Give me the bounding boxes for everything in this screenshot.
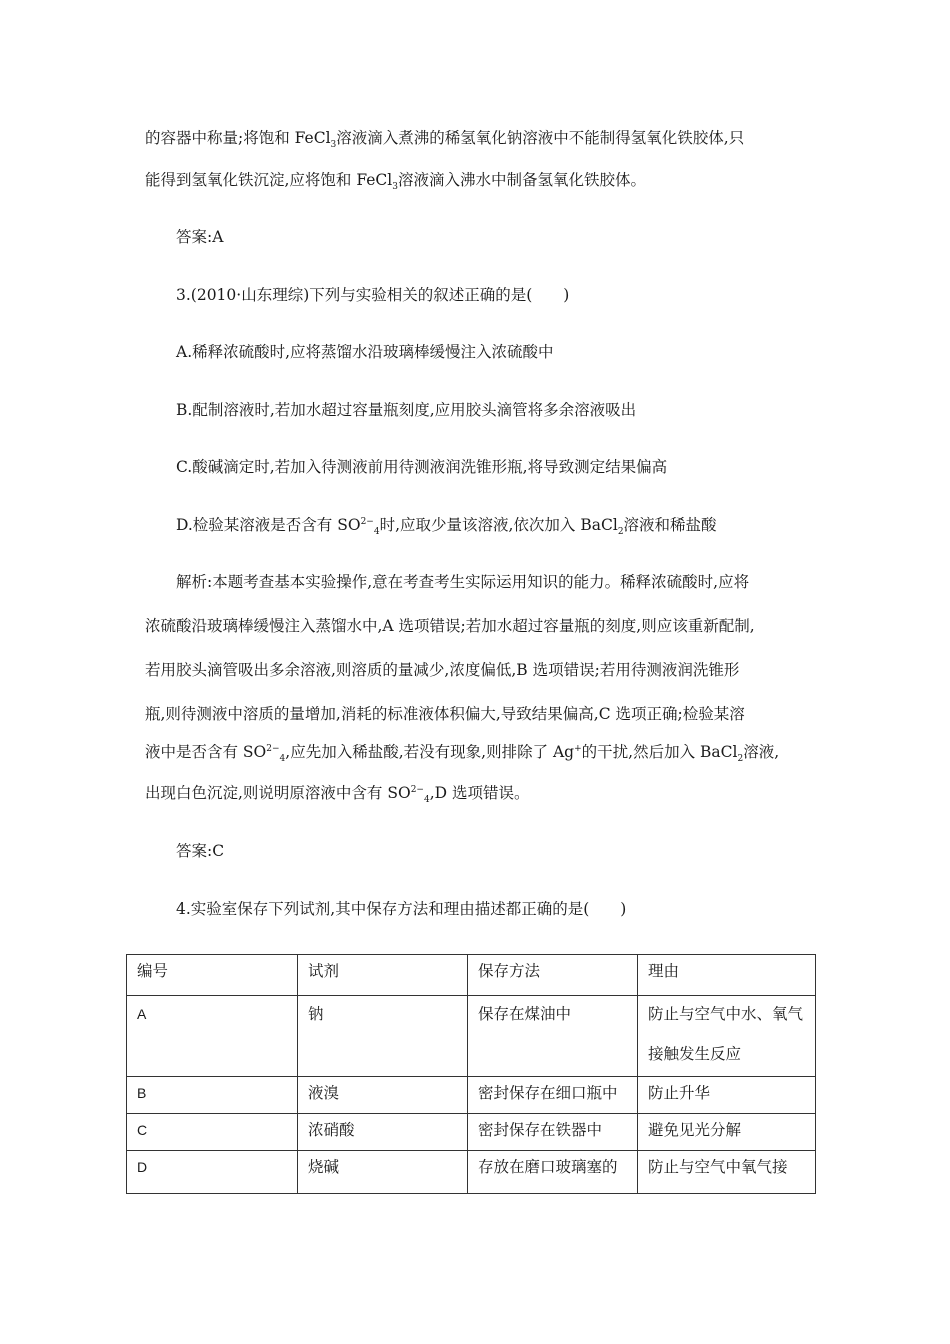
text-line-1 — [145, 128, 745, 151]
answer-3: 答案:C — [176, 842, 225, 860]
explanation-line-6 — [145, 783, 530, 806]
explanation-line-4: 瓶,则待测液中溶质的量增加,消耗的标准液体积偏大,导致结果偏高,C 选项正确;检验某溶 — [145, 705, 745, 723]
header-cell: 保存方法 — [468, 955, 638, 996]
option-3a: A.稀释浓硫酸时,应将蒸馏水沿玻璃棒缓慢注入浓硫酸中 — [176, 343, 554, 361]
text: 溶液和稀盐酸 — [623, 516, 717, 534]
question-3: 3.(2010·山东理综)下列与实验相关的叙述正确的是( ) — [176, 286, 570, 304]
text: 的干扰,然后加入 BaCl — [581, 743, 738, 761]
table-cell: 钠 — [298, 996, 468, 1077]
options-table — [126, 954, 816, 1194]
answer-2: 答案:A — [176, 228, 224, 246]
table-row — [127, 1114, 816, 1151]
superscript: 2− — [266, 743, 280, 754]
cell-text: A — [137, 1006, 147, 1022]
superscript: + — [574, 743, 582, 754]
table-cell — [127, 1151, 298, 1194]
subscript: 3 — [330, 140, 337, 151]
cell-text: 防止与空气中水、氧气 — [648, 1005, 804, 1023]
text: ,应先加入稀盐酸,若没有现象,则排除了 Ag — [285, 743, 575, 761]
table-cell — [638, 996, 816, 1077]
text: 溶液滴入煮沸的稀氢氧化钠溶液中不能制得氢氧化铁胶体,只 — [336, 129, 745, 147]
table-row — [127, 996, 816, 1077]
header-cell: 理由 — [638, 955, 816, 996]
table-cell: 避免见光分解 — [638, 1114, 816, 1151]
explanation-line-5 — [145, 742, 780, 765]
text: 的容器中称量;将饱和 FeCl — [145, 129, 331, 147]
table-cell: 烧碱 — [298, 1151, 468, 1194]
cell-text: C — [137, 1122, 148, 1138]
question-4: 4.实验室保存下列试剂,其中保存方法和理由描述都正确的是( ) — [176, 900, 627, 918]
text: 液中是否含有 SO — [145, 743, 267, 761]
option-3d — [176, 515, 717, 538]
table-cell — [127, 996, 298, 1077]
table-cell: 防止升华 — [638, 1077, 816, 1114]
table-cell: 防止与空气中氧气接 — [638, 1151, 816, 1194]
table-cell: 密封保存在细口瓶中 — [468, 1077, 638, 1114]
table-cell: 密封保存在铁器中 — [468, 1114, 638, 1151]
table-cell: 浓硝酸 — [298, 1114, 468, 1151]
superscript: 2− — [410, 784, 424, 795]
table-row — [127, 1077, 816, 1114]
text: 时,应取少量该溶液,依次加入 BaCl — [379, 516, 618, 534]
text: 溶液, — [743, 743, 780, 761]
subscript: 2 — [617, 527, 624, 538]
text: ,D 选项错误。 — [429, 784, 530, 802]
option-3b: B.配制溶液时,若加水超过容量瓶刻度,应用胶头滴管将多余溶液吸出 — [176, 401, 637, 419]
cell-text: B — [137, 1085, 147, 1101]
subscript: 4 — [279, 754, 286, 765]
cell-text: D — [137, 1159, 148, 1175]
text: 出现白色沉淀,则说明原溶液中含有 SO — [145, 784, 411, 802]
text: 溶液滴入沸水中制备氢氧化铁胶体。 — [398, 171, 647, 189]
table-cell: 存放在磨口玻璃塞的 — [468, 1151, 638, 1194]
subscript: 2 — [737, 754, 744, 765]
superscript: 2− — [360, 516, 374, 527]
table-cell — [127, 1077, 298, 1114]
explanation-line-2: 浓硫酸沿玻璃棒缓慢注入蒸馏水中,A 选项错误;若加水超过容量瓶的刻度,则应该重新配制, — [145, 617, 755, 635]
explanation-line-1: 解析:本题考查基本实验操作,意在考查考生实际运用知识的能力。稀释浓硫酸时,应将 — [176, 573, 750, 591]
table-cell: 保存在煤油中 — [468, 996, 638, 1077]
table-cell: 液溴 — [298, 1077, 468, 1114]
table-header-row — [127, 955, 816, 996]
text: 能得到氢氧化铁沉淀,应将饱和 FeCl — [145, 171, 393, 189]
table-row — [127, 1151, 816, 1194]
subscript: 4 — [423, 795, 430, 806]
cell-text: 接触发生反应 — [648, 1045, 742, 1063]
option-3c: C.酸碱滴定时,若加入待测液前用待测液润洗锥形瓶,将导致测定结果偏高 — [176, 458, 668, 476]
explanation-line-3: 若用胶头滴管吸出多余溶液,则溶质的量减少,浓度偏低,B 选项错误;若用待测液润洗锥形 — [145, 661, 740, 679]
header-cell: 试剂 — [298, 955, 468, 996]
table-cell — [127, 1114, 298, 1151]
subscript: 3 — [392, 182, 398, 193]
text-line-2 — [145, 170, 647, 193]
header-cell: 编号 — [127, 955, 298, 996]
text: D.检验某溶液是否含有 SO — [176, 516, 361, 534]
subscript: 4 — [373, 527, 380, 538]
